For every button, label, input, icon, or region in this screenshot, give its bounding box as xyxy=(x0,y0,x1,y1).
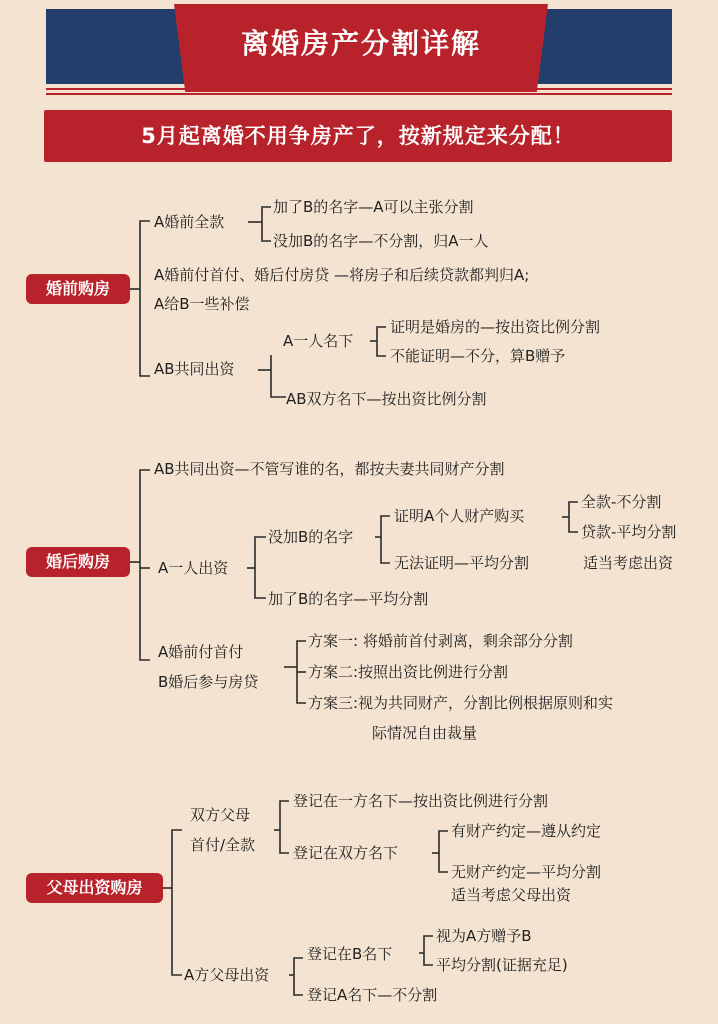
node-both-names-registered: 登记在双方名下 xyxy=(293,844,399,862)
section-label-parents: 父母出资购房 xyxy=(26,873,163,903)
node-not-proved: 不能证明—不分，算B赠予 xyxy=(390,347,566,365)
node-no-b-name: 没加B的名字 xyxy=(268,528,354,546)
node-down-payment-line1: A婚前付首付 xyxy=(158,643,244,661)
node-consider-parents: 适当考虑父母出资 xyxy=(451,886,572,904)
subtitle-text: 5月起离婚不用争房产了，按新规定来分配！ xyxy=(141,124,575,148)
node-with-agreement: 有财产约定—遵从约定 xyxy=(451,822,602,840)
node-both-parents-line1: 双方父母 xyxy=(190,806,251,824)
node-loan-equal: 贷款-平均分割 xyxy=(581,523,677,541)
node-down-payment-line2: B婚后参与房贷 xyxy=(158,673,259,691)
node-both-names: AB双方名下—按出资比例分割 xyxy=(286,390,487,408)
node-a-premarital-full: A婚前全款 xyxy=(154,213,225,231)
node-a-alone: A一人出资 xyxy=(158,559,229,577)
node-full-added-b: 加了B的名字—A可以主张分割 xyxy=(273,198,474,216)
node-plan-1: 方案一: 将婚前首付剥离，剩余部分分割 xyxy=(308,632,573,650)
node-added-b-name: 加了B的名字—平均分割 xyxy=(268,590,429,608)
section-label-premarital: 婚前购房 xyxy=(26,274,130,304)
node-equal-split: 平均分割(证据充足) xyxy=(436,956,568,974)
page-title: 离婚房产分割详解 xyxy=(240,27,481,60)
node-a-parents: A方父母出资 xyxy=(184,966,270,984)
node-joint-funding: AB共同出资 xyxy=(154,360,235,378)
section-label-postmarital: 婚后购房 xyxy=(26,547,130,577)
node-a-name-registered: 登记A名下—不分割 xyxy=(307,986,438,1004)
node-gift-to-a: 视为A方赠予B xyxy=(436,927,532,945)
node-joint-funding-post: AB共同出资—不管写谁的名，都按夫妻共同财产分割 xyxy=(154,460,505,478)
node-down-payment-line2: A给B一些补偿 xyxy=(154,295,250,313)
node-both-parents-line2: 首付/全款 xyxy=(190,836,256,854)
node-proved-marital-home: 证明是婚房的—按出资比例分割 xyxy=(390,318,601,336)
node-down-payment-line1: A婚前付首付、婚后付房贷 —将房子和后续贷款都判归A; xyxy=(154,266,530,284)
node-full-not-added-b: 没加B的名字—不分割，归A一人 xyxy=(273,232,489,250)
node-plan-2: 方案二:按照出资比例进行分割 xyxy=(308,663,509,681)
node-one-name: 登记在一方名下—按出资比例进行分割 xyxy=(293,792,549,810)
node-plan-3-line2: 际情况自由裁量 xyxy=(372,724,478,742)
node-consider-contribution: 适当考虑出资 xyxy=(583,554,674,572)
node-a-name-only: A一人名下 xyxy=(283,332,354,350)
node-no-agreement: 无财产约定—平均分割 xyxy=(451,863,602,881)
node-personal-proved: 证明A个人财产购买 xyxy=(394,507,525,525)
node-full-no-split: 全款-不分割 xyxy=(581,493,662,511)
node-plan-3-line1: 方案三:视为共同财产，分割比例根据原则和实 xyxy=(308,694,614,712)
node-b-name-registered: 登记在B名下 xyxy=(307,945,393,963)
node-unprovable: 无法证明—平均分割 xyxy=(394,554,530,572)
